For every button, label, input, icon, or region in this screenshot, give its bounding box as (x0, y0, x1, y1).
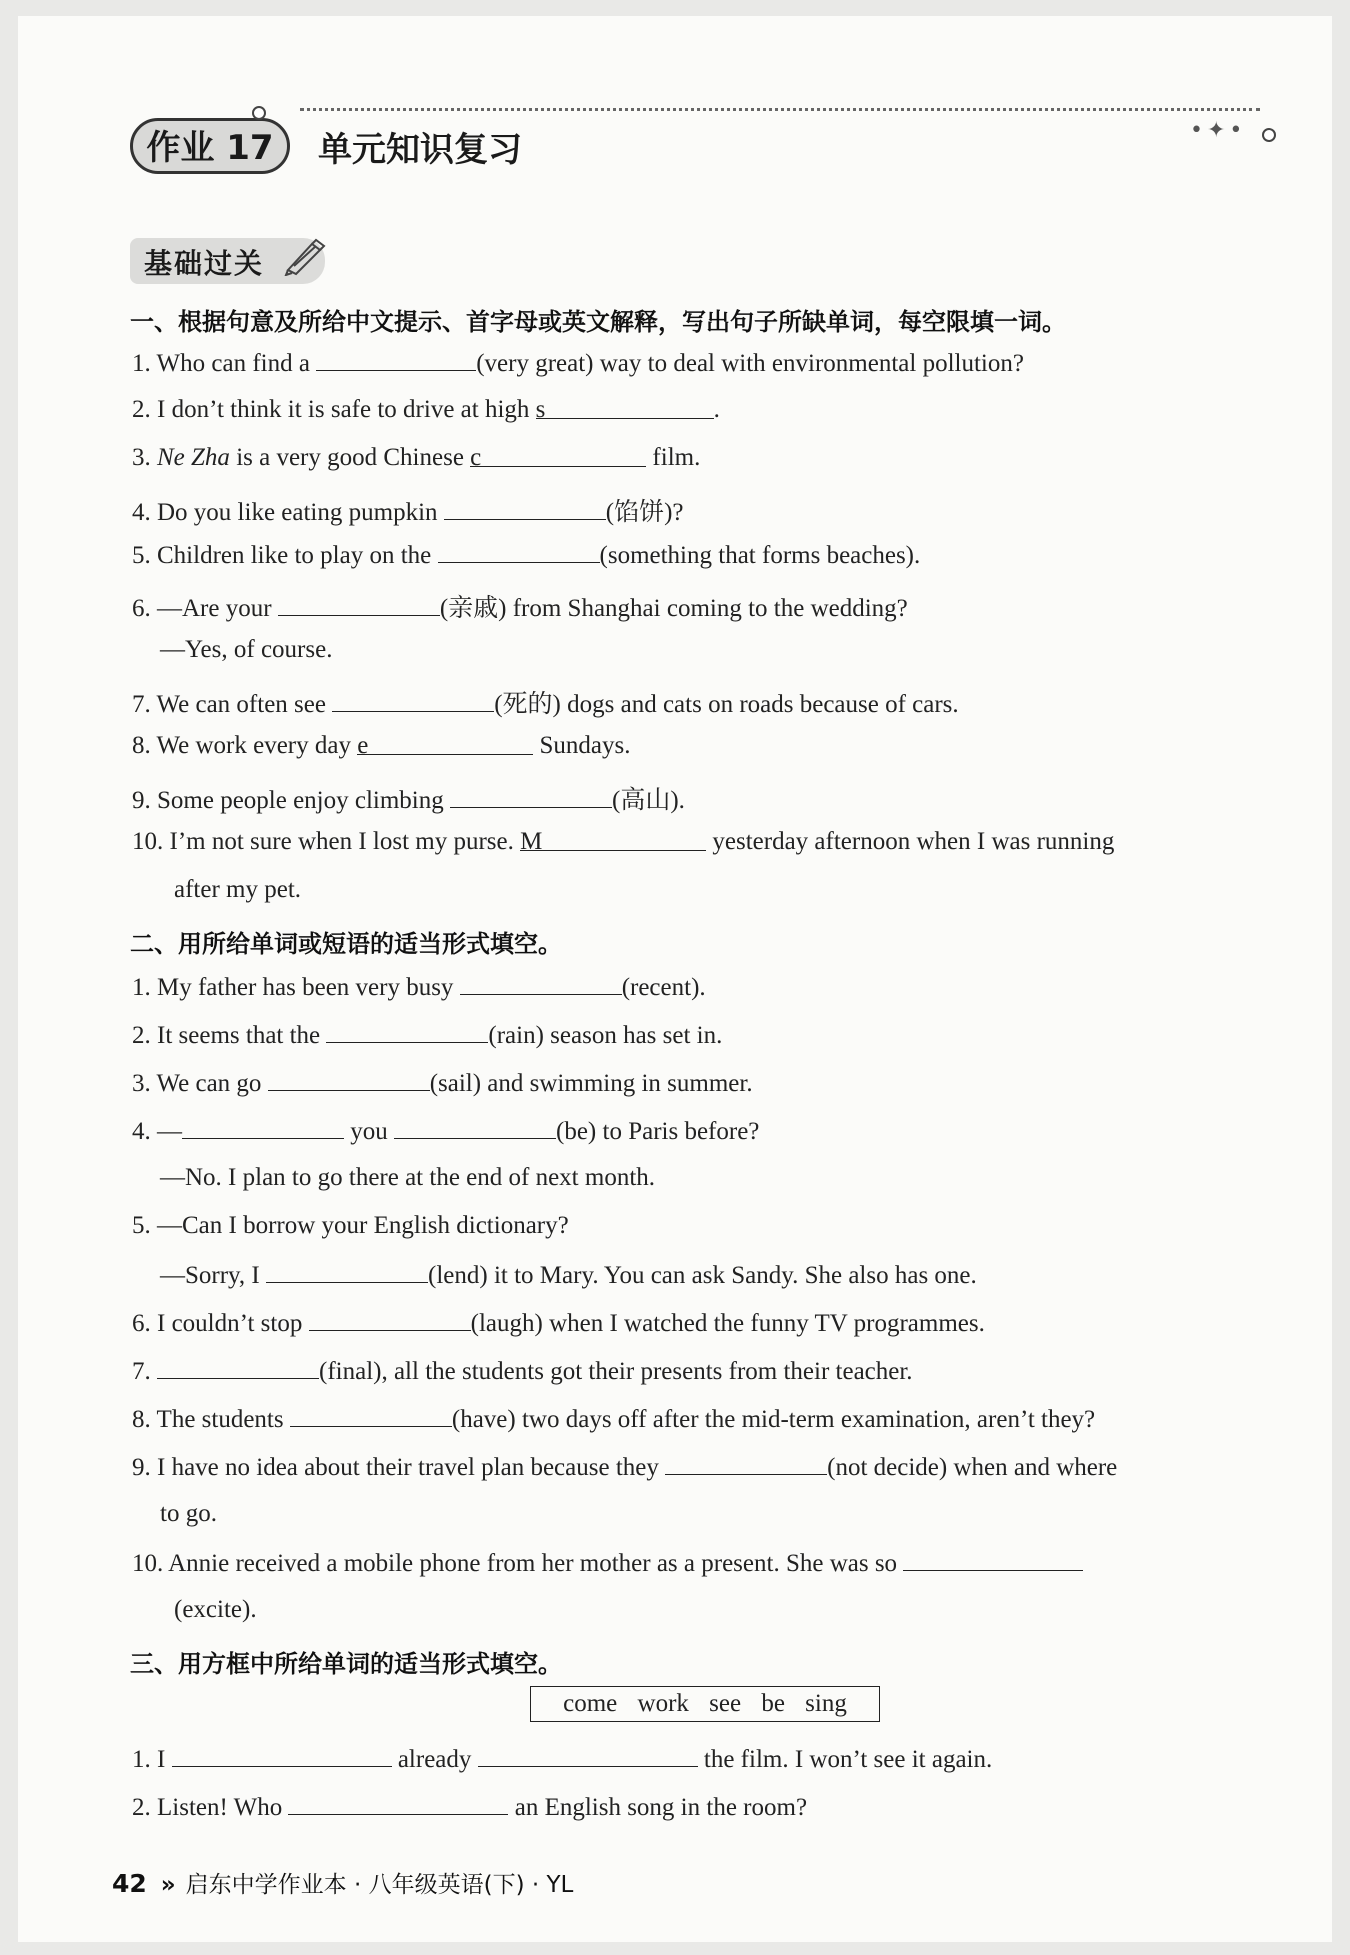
pencil-icon (282, 236, 326, 276)
question-line: 1. Who can find a (very great) way to deal with environmental pollution? (132, 350, 1024, 377)
question-line: 3. Ne Zha is a very good Chinese c film. (132, 444, 701, 471)
question-line: 8. We work every day e Sundays. (132, 732, 631, 759)
question-line: —No. I plan to go there at the end of next month. (160, 1164, 656, 1191)
question-line: 9. I have no idea about their travel plan because they (not decide) when and where (132, 1454, 1118, 1481)
answer-blank[interactable] (478, 1744, 698, 1767)
question-line: 5. Children like to play on the (something that forms beaches). (132, 542, 921, 569)
question-line: 3. We can go (sail) and swimming in summer. (132, 1070, 753, 1097)
question-line: 4. — you (be) to Paris before? (132, 1118, 760, 1145)
question-line: 1. I already the film. I won’t see it again. (132, 1746, 993, 1773)
question-line: 9. Some people enjoy climbing (高山). (132, 787, 685, 814)
answer-blank[interactable] (665, 1452, 827, 1475)
ring-decoration-icon (1262, 128, 1276, 142)
question-line: 6. —Are your (亲戚) from Shanghai coming to the wedding? (132, 595, 908, 622)
answer-blank[interactable] (450, 785, 612, 808)
answer-blank[interactable] (903, 1548, 1083, 1571)
answer-blank[interactable] (278, 593, 440, 616)
question-line: 2. I don’t think it is safe to drive at high s . (132, 396, 720, 423)
question-line: 7. We can often see (死的) dogs and cats on roads because of cars. (132, 691, 959, 718)
answer-blank[interactable] (288, 1792, 508, 1815)
question-line: 6. I couldn’t stop (laugh) when I watched the funny TV programmes. (132, 1310, 985, 1337)
question-line: 2. It seems that the (rain) season has set in. (132, 1022, 723, 1049)
question-line: 10. I’m not sure when I lost my purse. M yesterday afternoon when I was running (132, 828, 1115, 855)
question-line: after my pet. (174, 876, 302, 903)
page-number: 42 (112, 1869, 147, 1898)
question-line: 4. Do you like eating pumpkin (馅饼)? (132, 499, 684, 526)
answer-blank[interactable]: s (536, 396, 714, 419)
question-line: (excite). (174, 1596, 257, 1623)
book-title: 启东中学作业本 · 八年级英语(下) · YL (185, 1872, 574, 1898)
page-footer (112, 1866, 573, 1899)
dotted-divider (300, 108, 1260, 121)
answer-blank[interactable] (182, 1116, 344, 1139)
question-line: 1. My father has been very busy (recent). (132, 974, 706, 1001)
question-line: 10. Annie received a mobile phone from her mother as a present. She was so (132, 1548, 1083, 1578)
double-arrow-icon: » (160, 1872, 176, 1898)
question-line: —Sorry, I (lend) it to Mary. You can ask Sandy. She also has one. (160, 1262, 977, 1289)
answer-blank[interactable] (268, 1068, 430, 1091)
word-box: come work see be sing (530, 1686, 880, 1722)
answer-blank[interactable]: M (520, 828, 706, 851)
answer-blank[interactable] (394, 1116, 556, 1139)
answer-blank[interactable] (157, 1356, 319, 1379)
part3-heading: 三、用方框中所给单词的适当形式填空。 (130, 1650, 562, 1678)
part2-heading: 二、用所给单词或短语的适当形式填空。 (130, 930, 562, 958)
question-line: to go. (160, 1500, 217, 1527)
answer-blank[interactable]: c (470, 444, 646, 467)
question-line: —Yes, of course. (160, 636, 333, 663)
answer-blank[interactable] (309, 1308, 471, 1331)
answer-blank[interactable]: e (357, 732, 533, 755)
part1-heading: 一、根据句意及所给中文提示、首字母或英文解释，写出句子所缺单词，每空限填一词。 (130, 308, 1066, 336)
question-line: 7. (final), all the students got their presents from their teacher. (132, 1358, 913, 1385)
ring-decoration-icon (252, 106, 266, 120)
question-line: 8. The students (have) two days off after the mid-term examination, aren’t they? (132, 1406, 1096, 1433)
answer-blank[interactable] (438, 540, 600, 563)
unit-title: 单元知识复习 (318, 130, 522, 170)
answer-blank[interactable] (266, 1260, 428, 1283)
answer-blank[interactable] (172, 1744, 392, 1767)
answer-blank[interactable] (460, 972, 622, 995)
assignment-badge: 作业 17 (130, 118, 290, 174)
answer-blank[interactable] (332, 689, 494, 712)
answer-blank[interactable] (444, 497, 606, 520)
question-line: 2. Listen! Who an English song in the room? (132, 1794, 808, 1821)
section-tab-label: 基础过关 (144, 247, 265, 280)
question-line: 5. —Can I borrow your English dictionary? (132, 1212, 569, 1239)
answer-blank[interactable] (316, 348, 476, 371)
sparkle-icon: •✦• (1190, 118, 1247, 143)
answer-blank[interactable] (326, 1020, 488, 1043)
answer-blank[interactable] (290, 1404, 452, 1427)
